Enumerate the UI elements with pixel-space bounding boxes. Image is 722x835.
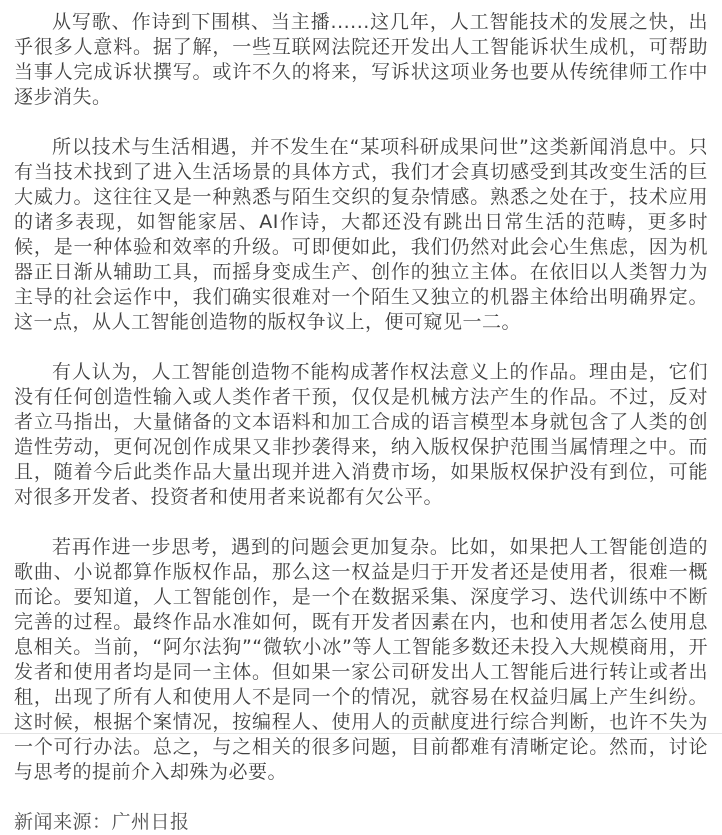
article-paragraph: 若再作进一步思考，遇到的问题会更加复杂。比如，如果把人工智能创造的歌曲、小说都算作版权作品，那么这一权益是归于开发者还是使用者，很难一概而论。要知道，人工智能创作，是一个在数据采集、深度学习、迭代训练中不断完善的过程。最终作品水准如何，既有开发者因素在内，也和使用者怎么使用息息相关。当前，“阿尔法狗”“微软小冰”等人工智能多数还未投入大规模商用，开发者和使用者均是同一主体。但如果一家公司研发出人工智能后进行转让或者出租，出现了所有人和使用人不是同一个的情况，就容易在权益归属上产生纠纷。这时候，根据个案情况，按编程人、使用人的贡献度进行综合判断，也许不失为一个可行办法。总之，与之相关的很多问题，目前都难有清晰定论。然而，讨论与思考的提前介入却殊为必要。 [14, 536, 708, 783]
article-paragraph: 所以技术与生活相遇，并不发生在“某项科研成果问世”这类新闻消息中。只有当技术找到了进入生活场景的具体方式，我们才会真切感受到其改变生活的巨大威力。这往往又是一种熟悉与陌生交织的复杂情感。熟悉之处在于，技术应用的诸多表现，如智能家居、AI作诗，大都还没有跳出日常生活的范畴，更多时候，是一种体验和效率的升级。可即便如此，我们仍然对此会心生焦虑，因为机器正日渐从辅助工具，而摇身变成生产、创作的独立主体。在依旧以人类智力为主导的社会运作中，我们确实很难对一个陌生又独立的机器主体给出明确界定。这一点，从人工智能创造物的版权争议上，便可窥见一二。 [14, 136, 708, 333]
article-paragraph: 从写歌、作诗到下围棋、当主播......这几年，人工智能技术的发展之快，出乎很多人意料。据了解，一些互联网法院还开发出人工智能诉状生成机，可帮助当事人完成诉状撰写。或许不久的将来，写诉状这项业务也要从传统律师工作中逐步消失。 [14, 11, 708, 108]
bottom-divider [0, 733, 722, 734]
article-paragraph: 有人认为，人工智能创造物不能构成著作权法意义上的作品。理由是，它们没有任何创造性输入或人类作者干预，仅仅是机械方法产生的作品。不过，反对者立马指出，大量储备的文本语料和加工合成的语言模型本身就包含了人类的创造性劳动，更何况创作成果又非抄袭得来，纳入版权保护范围当属情理之中。而且，随着今后此类作品大量出现并进入消费市场，如果版权保护没有到位，可能对很多开发者、投资者和使用者来说都有欠公平。 [14, 361, 708, 508]
news-source-label: 新闻来源：广州日报 [14, 811, 190, 833]
